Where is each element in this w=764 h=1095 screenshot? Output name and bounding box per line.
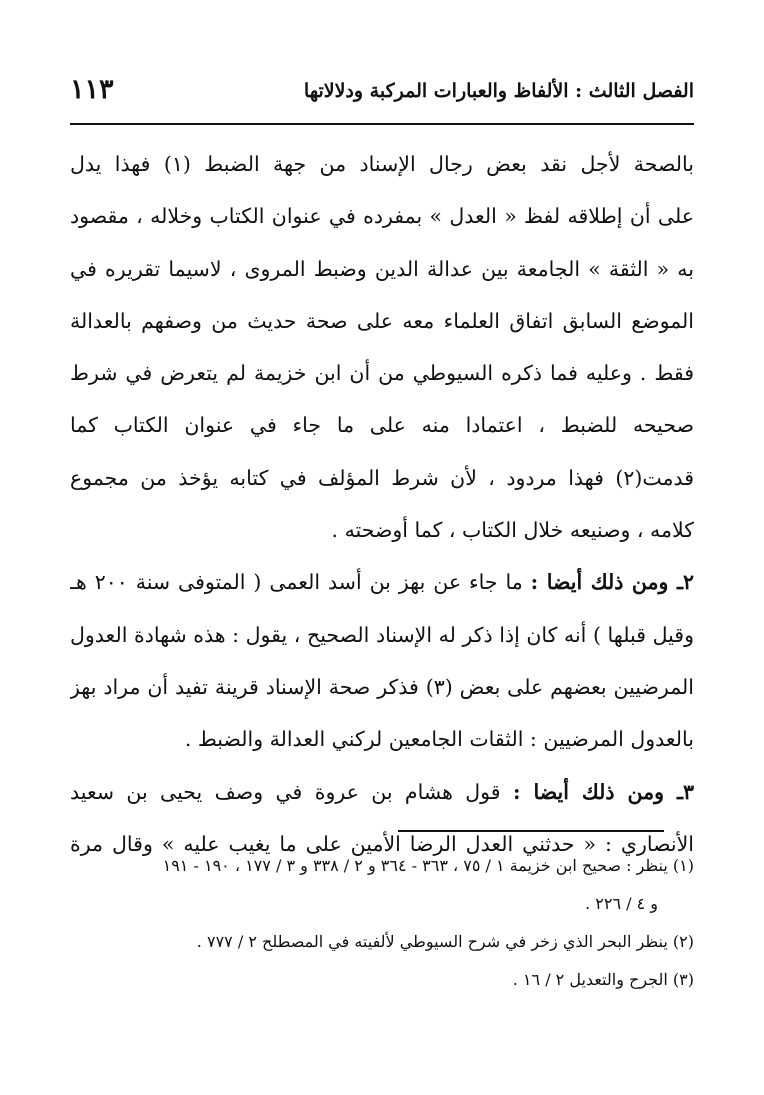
item-3-lead: ٣ـ ومن ذلك أيضا : [512, 779, 694, 804]
item-2-first-line [70, 556, 694, 608]
footnotes [70, 847, 694, 999]
item-2-text: ما جاء عن بهز بن أسد العمى ( المتوفى سنة ٢٠٠ هـ [70, 570, 523, 595]
footnote-2 [70, 923, 694, 961]
text-line: صحيحه للضبط ، اعتمادا منه على ما جاء في عنوان الكتاب كما [70, 413, 694, 438]
text-line: قدمت(٢) فهذا مردود ، لأن شرط المؤلف في كتابه يؤخذ من مجموع [70, 465, 694, 490]
footnote-marker: (٣) [672, 970, 694, 989]
text-line: الموضع السابق اتفاق العلماء معه على صحة حديث من وصفهم بالعدالة [70, 308, 694, 333]
header-divider [70, 123, 694, 125]
item-3-first-line [70, 766, 694, 818]
text-line: الأنصاري : « حدثني العدل الرضا الأمين على ما يغيب عليه » وقال مرة [70, 831, 694, 856]
text-line: كلامه ، وصنيعه خلال الكتاب ، كما أوضحته . [331, 518, 694, 543]
item-2-lead: ٢ـ ومن ذلك أيضا : [530, 570, 694, 595]
chapter-title: الفصل الثالث : الألفاظ والعبارات المركبة ودلالاتها [303, 80, 694, 102]
text-line: المرضيين بعضهم على بعض (٣) فذكر صحة الإسناد قرينة تفيد أن مراد بهز [70, 674, 694, 699]
text-line: بالعدول المرضيين : الثقات الجامعين لركني العدالة والضبط . [184, 727, 694, 752]
footnote-3 [70, 961, 694, 999]
main-text [70, 138, 694, 870]
text-line: به « الثقة » الجامعة بين عدالة الدين وضبط المروى ، لاسيما تقريره في [70, 256, 694, 281]
footnote-text: ينظر : صحيح ابن خزيمة ١ / ٧٥ ، ٣٦٣ - ٣٦٤ و ٢ / ٣٣٨ و ٣ / ١٧٧ ، ١٩٠ - ١٩١ [162, 856, 668, 875]
footnote-marker: (١) [672, 856, 694, 875]
item-3-text: قول هشام بن عروة في وصف يحيى بن سعيد [70, 779, 501, 804]
footnote-text: ينظر البحر الذي زخر في شرح السيوطي لألفيته في المصطلح ٢ / ٧٧٧ . [196, 932, 668, 951]
text-line: فقط . وعليه فما ذكره السيوطي من أن ابن خزيمة لم يتعرض في شرط [70, 361, 694, 386]
text-line: على أن إطلاقه لفظ « العدل » بمفرده في عنوان الكتاب وخلاله ، مقصود [70, 204, 694, 229]
footnote-1 [70, 847, 694, 885]
footnote-marker: (٢) [672, 932, 694, 951]
footnote-text: الجرح والتعديل ٢ / ١٦ . [512, 970, 668, 989]
text-line: وقيل قبلها ) أنه كان إذا ذكر له الإسناد الصحيح ، يقول : هذه شهادة العدول [70, 622, 694, 647]
footnote-divider [398, 830, 664, 832]
footnote-1-continuation: و ٤ / ٢٢٦ . [585, 894, 658, 913]
page-header [70, 72, 694, 122]
text-line: بالصحة لأجل نقد بعض رجال الإسناد من جهة الضبط (١) فهذا يدل [70, 152, 694, 176]
page-number: ١١٣ [70, 74, 114, 105]
